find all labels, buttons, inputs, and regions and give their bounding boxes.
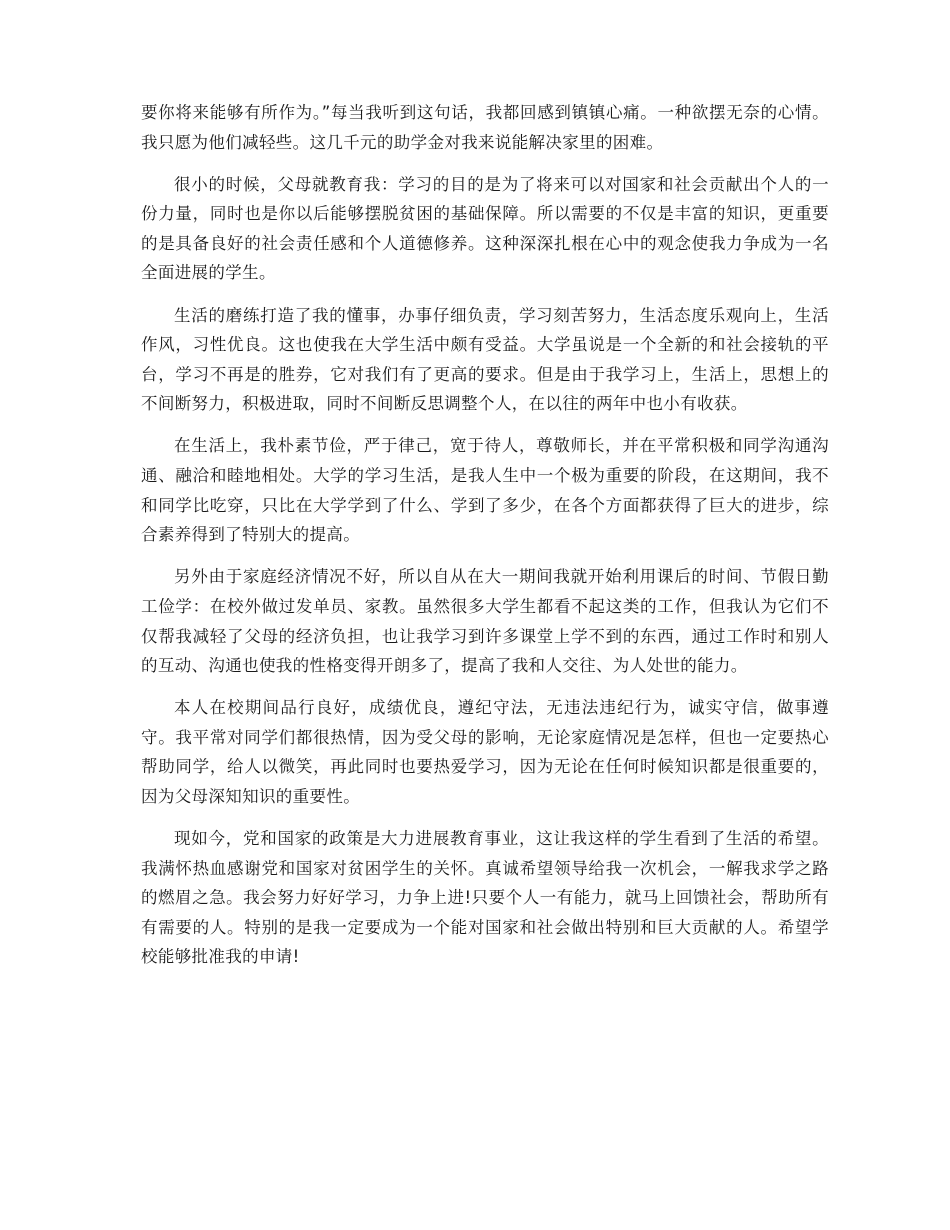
paragraph-5: 另外由于家庭经济情况不好，所以自从在大一期间我就开始利用课后的时间、节假日勤工俭学：在校外做过发单员、家教。虽然很多大学生都看不起这类的工作，但我认为它们不仅帮我减轻了父母的经济负担，也让我学习到许多课堂上学不到的东西，通过工作时和别人的互动、沟通也使我的性格变得开朗多了，提高了我和人交往、为人处世的能力。 [141,567,829,676]
paragraph-2: 很小的时候，父母就教育我：学习的目的是为了将来可以对国家和社会贡献出个人的一份力量，同时也是你以后能够摆脱贫困的基础保障。所以需要的不仅是丰富的知识，更重要的是具备良好的社会责任感和个人道德修养。这种深深扎根在心中的观念使我力争成为一名全面进展的学生。 [141,174,829,283]
paragraph-1: 要你将来能够有所作为。”每当我听到这句话，我都回感到镇镇心痛。一种欲摆无奈的心情。我只愿为他们减轻些。这几千元的助学金对我来说能解决家里的困难。 [141,103,829,152]
paragraph-3: 生活的磨练打造了我的懂事，办事仔细负责，学习刻苦努力，生活态度乐观向上，生活作风，习性优良。这也使我在大学生活中颇有受益。大学虽说是一个全新的和社会接轨的平台，学习不再是的胜券，它对我们有了更高的要求。但是由于我学习上，生活上，思想上的不间断努力，积极进取，同时不间断反思调整个人，在以往的两年中也小有收获。 [141,305,829,414]
paragraph-4: 在生活上，我朴素节俭，严于律己，宽于待人，尊敬师长，并在平常积极和同学沟通沟通、融洽和睦地相处。大学的学习生活，是我人生中一个极为重要的阶段，在这期间，我不和同学比吃穿，只比在大学学到了什么、学到了多少，在各个方面都获得了巨大的进步，综合素养得到了特别大的提高。 [141,436,829,545]
paragraph-7: 现如今，党和国家的政策是大力进展教育事业，这让我这样的学生看到了生活的希望。我满怀热血感谢党和国家对贫困学生的关怀。真诚希望领导给我一次机会，一解我求学之路的燃眉之急。我会努力好好学习，力争上进!只要个人一有能力，就马上回馈社会，帮助所有有需要的人。特别的是我一定要成为一个能对国家和社会做出特别和巨大贡献的人。希望学校能够批准我的申请! [141,829,829,967]
paragraph-6: 本人在校期间品行良好，成绩优良，遵纪守法，无违法违纪行为，诚实守信，做事遵守。我平常对同学们都很热情，因为受父母的影响，无论家庭情况是怎样，但也一定要热心帮助同学，给人以微笑，再此同时也要热爱学习，因为无论在任何时候知识都是很重要的，因为父母深知知识的重要性。 [141,698,829,806]
document-body [141,98,829,985]
